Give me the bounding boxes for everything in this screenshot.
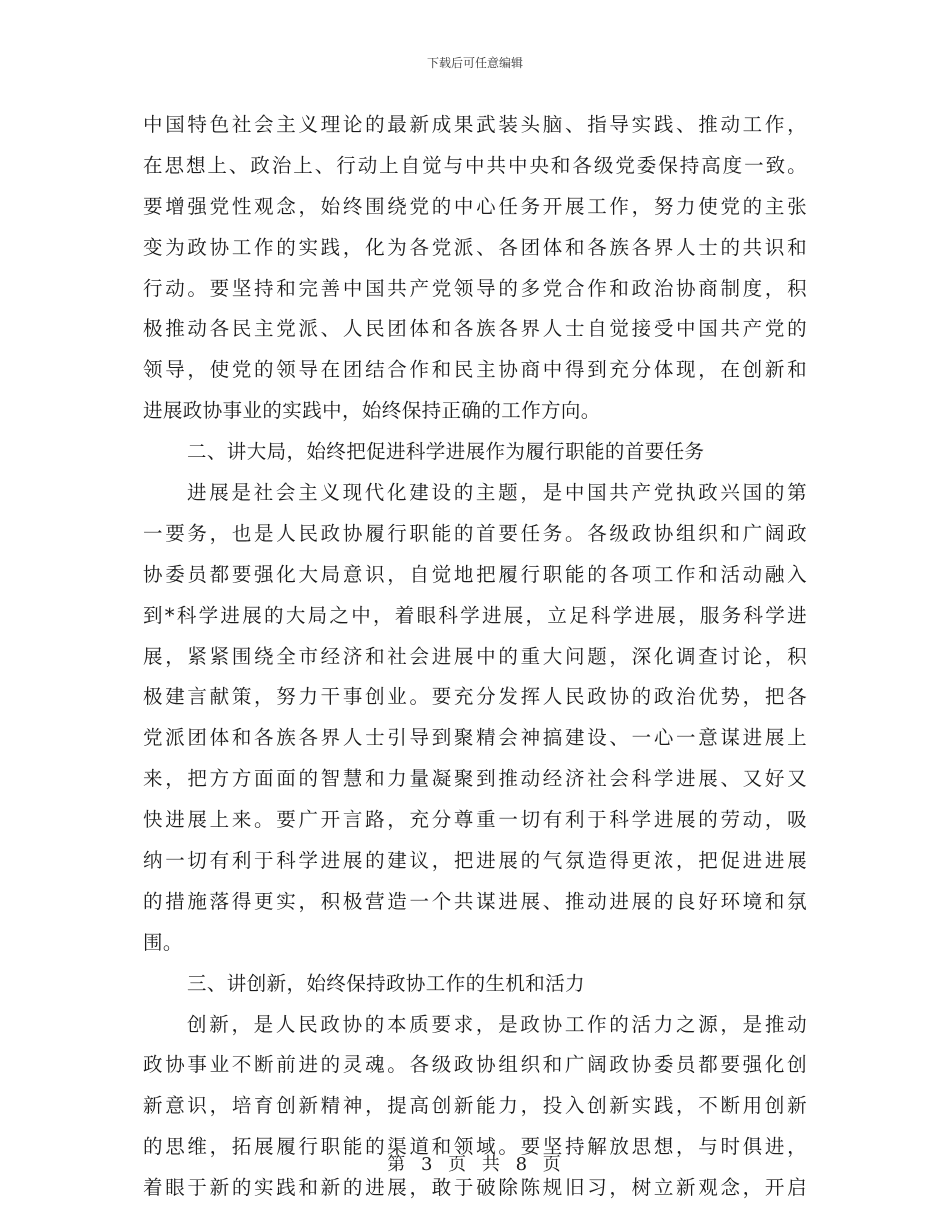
text-line: 变为政协工作的实践，化为各党派、各团体和各族各界人士的共识和	[143, 235, 807, 259]
text-line: 围。	[143, 930, 183, 954]
text-line: 进展政协事业的实践中，始终保持正确的工作方向。	[143, 399, 601, 423]
text-line: 中国特色社会主义理论的最新成果武装头脑、指导实践、推动工作，	[143, 113, 807, 136]
section-heading: 三、讲创新，始终保持政协工作的生机和活力	[187, 971, 586, 995]
text-line: 进展是社会主义现代化建设的主题，是中国共产党执政兴国的第	[187, 481, 807, 505]
text-line: 领导，使党的领导在团结合作和民主协商中得到充分体现，在创新和	[143, 358, 807, 382]
text-line: 在思想上、政治上、行动上自觉与中共中央和各级党委保持高度一致。	[143, 153, 807, 177]
text-line: 的思维，拓展履行职能的渠道和领域。要坚持解放思想，与时俱进，	[143, 1135, 807, 1159]
text-line: 展，紧紧围绕全市经济和社会进展中的重大问题，深化调查讨论，积	[143, 644, 807, 668]
text-line: 一要务，也是人民政协履行职能的首要任务。各级政协组织和广阔政	[143, 521, 807, 545]
text-line: 创新，是人民政协的本质要求，是政协工作的活力之源，是推动	[187, 1012, 807, 1036]
text-line: 到*科学进展的大局之中，着眼科学进展，立足科学进展，服务科学进	[143, 603, 807, 627]
text-line: 要增强党性观念，始终围绕党的中心任务开展工作，努力使党的主张	[143, 194, 807, 218]
text-line: 快进展上来。要广开言路，充分尊重一切有利于科学进展的劳动，吸	[143, 808, 807, 832]
text-line: 新意识，培育创新精神，提高创新能力，投入创新实践，不断用创新	[143, 1094, 807, 1118]
text-line: 协委员都要强化大局意识，自觉地把履行职能的各项工作和活动融入	[143, 562, 807, 586]
text-line: 极推动各民主党派、人民团体和各族各界人士自觉接受中国共产党的	[143, 317, 807, 341]
header-note: 下载后可任意编辑	[426, 56, 523, 70]
text-line: 极建言献策，努力干事创业。要充分发挥人民政协的政治优势，把各	[143, 685, 807, 709]
text-line: 行动。要坚持和完善中国共产党领导的多党合作和政治协商制度，积	[143, 276, 807, 300]
text-line: 着眼于新的实践和新的进展，敢于破除陈规旧习，树立新观念，开启	[143, 1176, 807, 1200]
text-line: 政协事业不断前进的灵魂。各级政协组织和广阔政协委员都要强化创	[143, 1053, 807, 1077]
text-line: 来，把方方面面的智慧和力量凝聚到推动经济社会科学进展、又好又	[143, 767, 807, 791]
section-heading: 二、讲大局，始终把促进科学进展作为履行职能的首要任务	[187, 440, 705, 464]
page-number: 第 3 页 共 8 页	[387, 1154, 563, 1175]
text-line: 纳一切有利于科学进展的建议，把进展的气氛造得更浓，把促进进展	[143, 849, 807, 873]
body-text	[143, 105, 807, 1209]
text-line: 的措施落得更实，积极营造一个共谋进展、推动进展的良好环境和氛	[143, 889, 807, 913]
text-line: 党派团体和各族各界人士引导到聚精会神搞建设、一心一意谋进展上	[143, 726, 807, 750]
